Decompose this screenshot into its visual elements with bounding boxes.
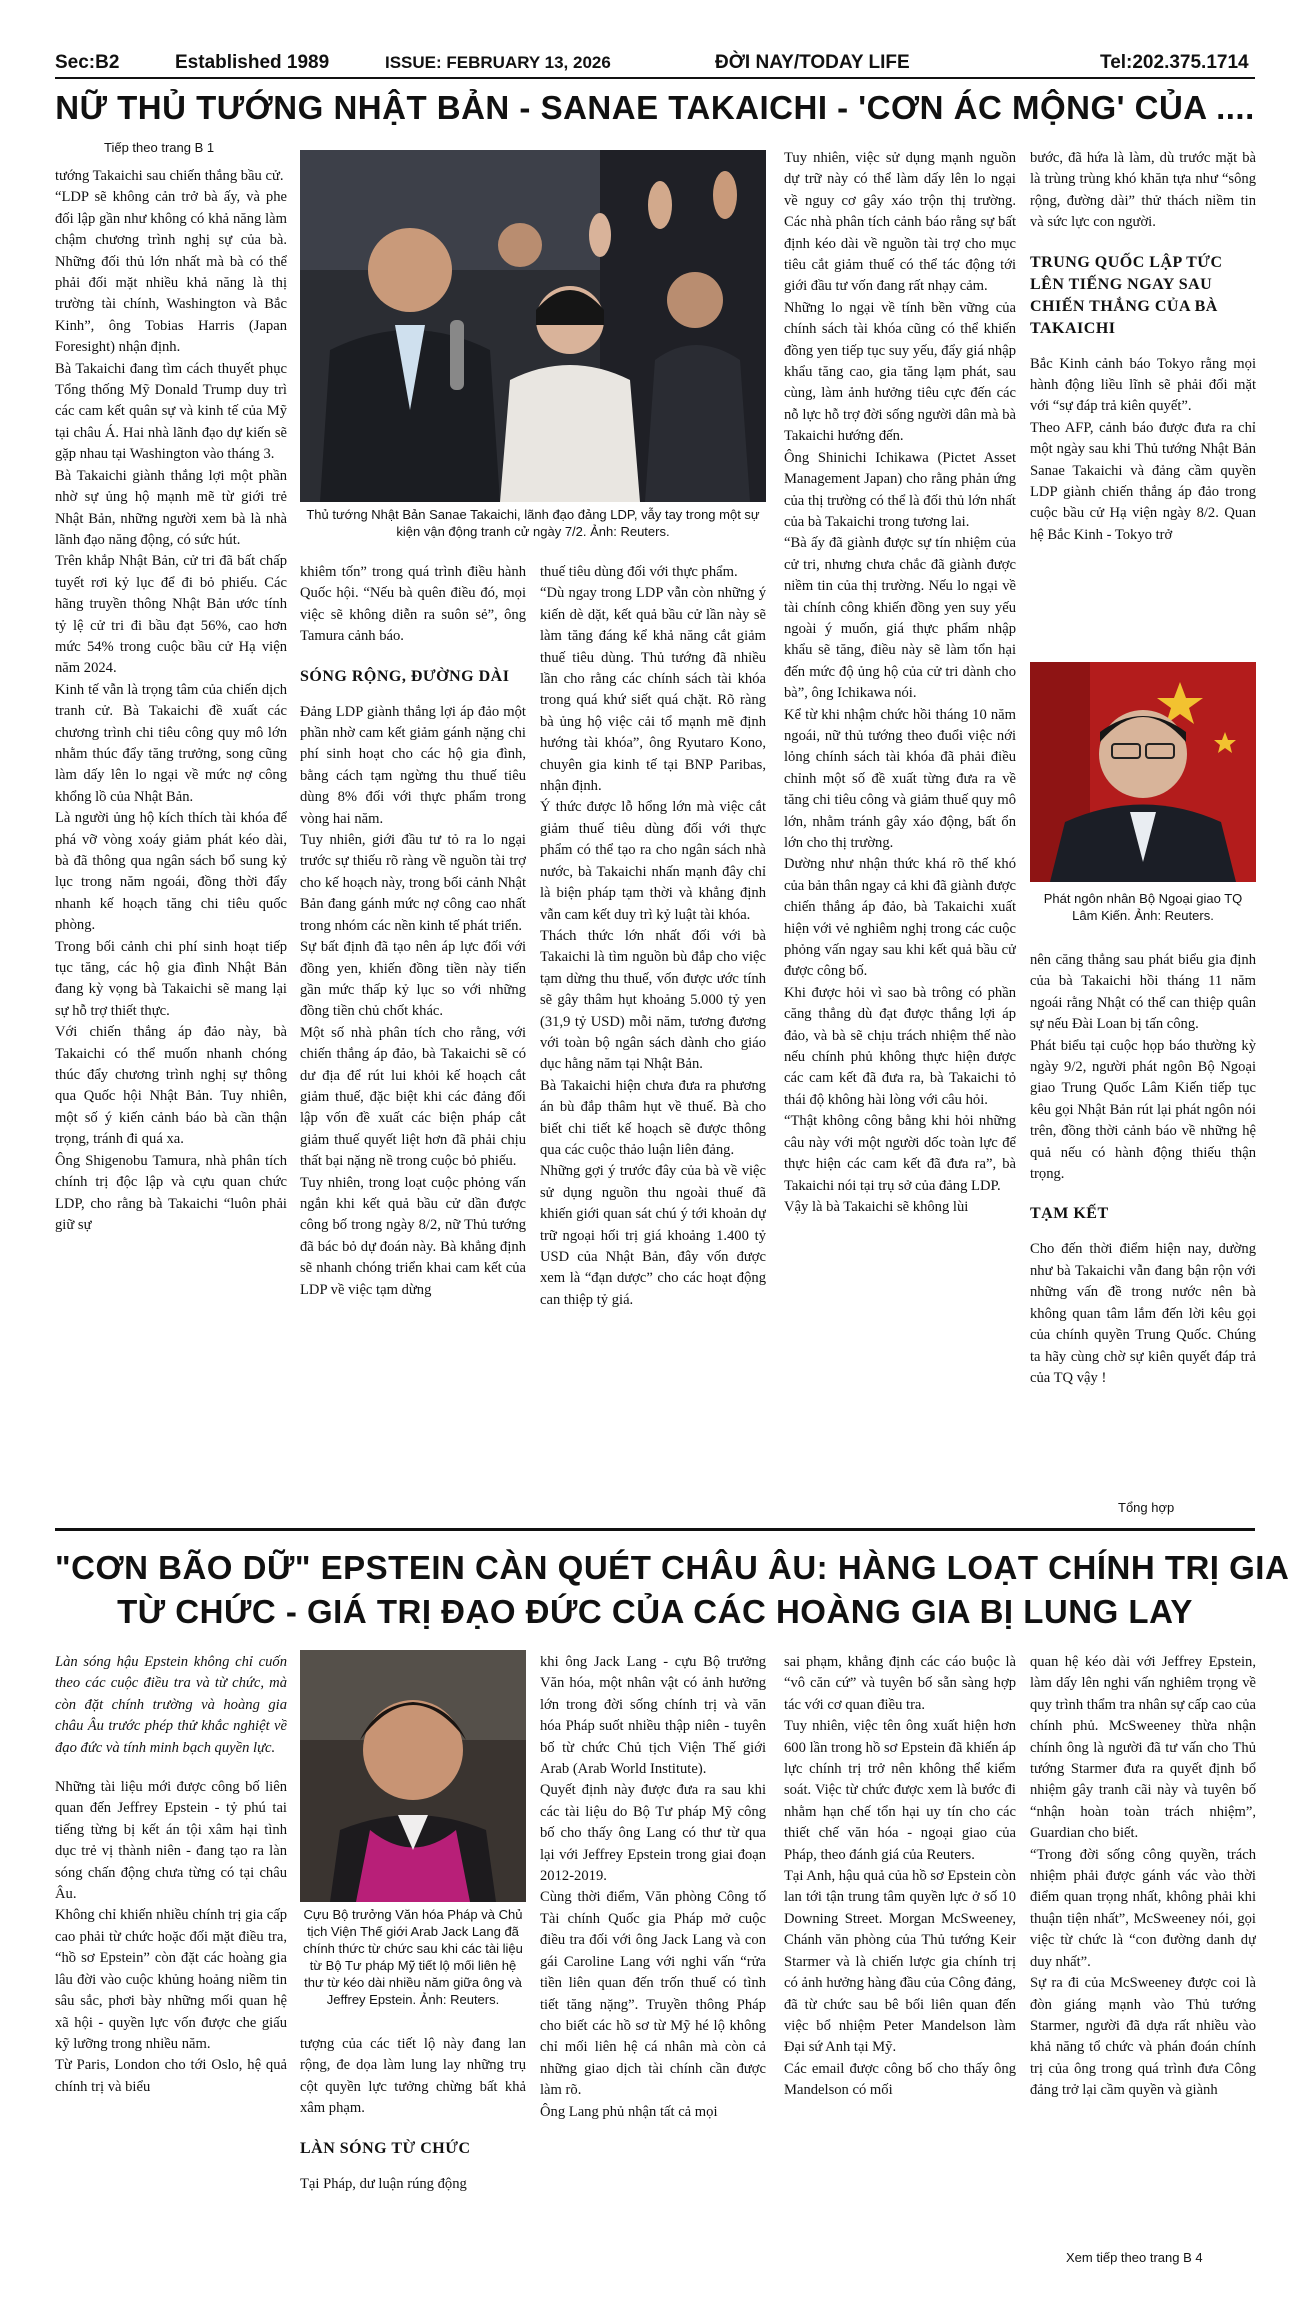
article1-headline: NỮ THỦ TƯỚNG NHẬT BẢN - SANAE TAKAICHI - 'CƠN ÁC MỘNG' CỦA .... xyxy=(55,89,1255,126)
article2-lead: Làn sóng hậu Epstein không chỉ cuốn theo các cuộc điều tra và từ chức, mà còn đặt chính trường và hoàng gia châu Âu trước phép thử khắc nghiệt về đạo đức và tính minh bạch quyền lực. xyxy=(55,1654,287,1756)
paragraph: Trên khắp Nhật Bản, cử tri đã bất chấp tuyết rơi kỷ lục để đi bỏ phiếu. Các hãng truyền thông Nhật Bản ước tính tỷ lệ cử tri đi bầu đạt 56%, cao hơn mức 54% trong cuộc bầu cử Hạ viện năm 2024. xyxy=(55,553,287,677)
subheading-song-rong: SÓNG RỘNG, ĐƯỜNG DÀI xyxy=(300,667,510,685)
paragraph: Vậy là bà Takaichi sẽ không lùi xyxy=(784,1198,969,1215)
paragraph: Cho đến thời điểm hiện nay, dường như bà Takaichi vẫn đang bận rộn với những vấn đề trong nước nên bà không quan tâm lắm đến lời kêu gọi của chính quyền Trung Quốc. Chúng ta hãy cùng chờ sự kiên quyết đáp trả của TQ vậy ! xyxy=(1030,1241,1256,1386)
page-header xyxy=(55,52,1255,76)
section-label: Sec:B2 xyxy=(55,52,120,73)
article1-column-5-bottom xyxy=(1030,950,1256,1490)
article1-column-2 xyxy=(300,562,526,1512)
paragraph: Tuy nhiên, giới đầu tư tỏ ra lo ngại trước sự thiếu rõ ràng về nguồn tài trợ cho kế hoạch này, trong bối cảnh Nhật Bản đang gánh mức nợ công cao nhất trong nhóm các nền kinh tế phát triển. xyxy=(300,832,526,934)
paragraph: Những gợi ý trước đây của bà về việc sử dụng nguồn thu ngoài thuế đã khiến giới quan sát chú ý tới khoản dự trữ ngoại hối trị giá khoảng 1.400 tỷ USD của Nhật Bản, đây vốn được xem là “đạn dược” cho các hoạt động can thiệp tỷ giá. xyxy=(540,1163,766,1308)
continued-to-note: Xem tiếp theo trang B 4 xyxy=(1066,2250,1203,2265)
article2-column-4 xyxy=(784,1652,1016,2270)
paragraph: Theo AFP, cảnh báo được đưa ra chỉ một ngày sau khi Thủ tướng Nhật Bản Sanae Takaichi và đảng cầm quyền LDP giành chiến thắng áp đảo trong cuộc bầu cử Hạ viện ngày 8/2. Quan hệ Bắc Kinh - Tokyo trở xyxy=(1030,419,1256,543)
header-rule xyxy=(55,77,1255,79)
paragraph: Từ Paris, London cho tới Oslo, hệ quả chính trị và biểu xyxy=(55,2057,287,2095)
paragraph: Tại Pháp, dư luận rúng động xyxy=(300,2175,467,2192)
paragraph: bước, đã hứa là làm, dù trước mặt bà là trùng trùng khó khăn tựa như “sông rộng, đường dài” thử thách niềm tin và sức lực con người. xyxy=(1030,150,1256,231)
article1-column-1 xyxy=(55,166,287,1512)
jack-lang-photo-caption: Cựu Bộ trưởng Văn hóa Pháp và Chủ tịch Viện Thế giới Arab Jack Lang đã chính thức từ chức sau khi các tài liệu từ Bộ Tư pháp Mỹ tiết lộ mối liên hệ thư từ kéo dài nhiều năm giữa ông và Jeffrey Epstein. Ảnh: Reuters. xyxy=(303,1907,523,2007)
paragraph: thuế tiêu dùng đối với thực phẩm. xyxy=(540,564,738,580)
paragraph: Kinh tế vẫn là trọng tâm của chiến dịch tranh cử. Bà Takaichi đề xuất các chương trình chi tiêu công quy mô lớn nhằm thúc đẩy tăng trưởng, song cũng làm dấy lên lo ngại về mức nợ công khổng lồ của Nhật Bản. xyxy=(55,681,287,805)
paragraph: Sự bất định đã tạo nên áp lực đối với đồng yen, khiến đồng tiền này tiến gần mức thấp kỷ lục so với những đồng tiền chủ chốt khác. xyxy=(300,939,526,1020)
paragraph: “Dù ngay trong LDP vẫn còn những ý kiến dè dặt, kết quả bầu cử lần này sẽ làm tăng đáng kể khả năng cắt giảm thuế tiêu dùng. Thủ tướng đã nhiều lần cho rằng các chính sách tài khóa trong quá khứ siết quá chặt. Rõ ràng bà ủng hộ việc cải tổ mạnh mẽ định hướng tài khóa”, ông Ryutaro Kono, chuyên gia kinh tế tại BNP Paribas, nhận định. xyxy=(540,585,766,795)
paragraph: Tại Anh, hậu quả của hồ sơ Epstein còn lan tới tận trung tâm quyền lực ở số 10 Downing Street. Morgan McSweeney, Chánh văn phòng của Thủ tướng Keir Starmer và là chiến lược gia chính trị có ảnh hưởng hàng đầu của Công đảng, đã từ chức sau bê bối liên quan đến việc bổ nhiệm Peter Mandelson làm Đại sứ Anh tại Mỹ. xyxy=(784,1868,1016,2056)
jack-lang-photo xyxy=(300,1650,526,1902)
paragraph: Khi được hỏi vì sao bà trông có phần căng thẳng dù đạt được thắng lợi áp đảo, và bà sẽ chịu trách nhiệm thế nào nếu chính phủ không thực hiện được các cam kết đã đưa ra, bà Takaichi tỏ thái độ không hài lòng với câu hỏi. xyxy=(784,984,1016,1108)
article-divider xyxy=(55,1528,1255,1531)
article2-column-3 xyxy=(540,1652,766,2270)
article2-column-5 xyxy=(1030,1652,1256,2242)
paragraph: Tuy nhiên, trong loạt cuộc phỏng vấn ngắn khi kết quả bầu cử dần được công bố trong ngày 8/2, nữ Thủ tướng đã bác bỏ dự đoán này. Bà khẳng định sẽ nhanh chóng triển khai cam kết của LDP về việc tạm dừng xyxy=(300,1174,526,1298)
takaichi-rally-photo xyxy=(300,150,766,502)
paragraph: Không chỉ khiến nhiều chính trị gia cấp cao phải từ chức hoặc đối mặt điều tra, “hồ sơ Epstein” còn đặt các hoàng gia lâu đời vào cuộc khủng hoảng niềm tin sâu sắc, phơi bày những mối quan hệ xã hội - quyền lực vốn được che giấu kỹ lưỡng trong nhiều năm. xyxy=(55,1907,287,2052)
paragraph: Đảng LDP giành thắng lợi áp đảo một phần nhờ cam kết giảm gánh nặng chi phí sinh hoạt cho các hộ gia đình, bằng cách tạm ngừng thu thuế tiêu dùng 8% đối với thực phẩm trong vòng hai năm. xyxy=(300,703,526,827)
paragraph: khiêm tốn” trong quá trình điều hành Quốc hội. “Nếu bà quên điều đó, mọi việc sẽ không diễn ra suôn sẻ”, ông Tamura cảnh báo. xyxy=(300,564,526,645)
paragraph: Với chiến thắng áp đảo này, bà Takaichi có thể muốn nhanh chóng thúc đẩy chương trình nghị sự thông qua Quốc hội Nhật Bản. Tuy nhiên, một số ý kiến cảnh báo bà cần thận trọng, tránh đi quá xa. xyxy=(55,1024,287,1148)
article2-headline-line2: TỪ CHỨC - GIÁ TRỊ ĐẠO ĐỨC CỦA CÁC HOÀNG GIA BỊ LUNG LAY xyxy=(117,1593,1193,1630)
article2-column-2 xyxy=(300,2034,526,2270)
lam-kien-photo-caption: Phát ngôn nhân Bộ Ngoại giao TQ Lâm Kiến. Ảnh: Reuters. xyxy=(1043,891,1243,923)
paragraph: khi ông Jack Lang - cựu Bộ trưởng Văn hóa, một nhân vật có ảnh hưởng lớn trong đời sống chính trị và văn hóa Pháp suốt nhiều thập niên - tuyên bố từ chức Chủ tịch Viện Thế giới Arab (Arab World Institute). xyxy=(540,1654,766,1778)
article1-column-5-top xyxy=(1030,148,1256,658)
article1-column-4 xyxy=(784,148,1016,1512)
subheading-trung-quoc: TRUNG QUỐC LẬP TỨC LÊN TIẾNG NGAY SAU CHIẾN THẮNG CỦA BÀ TAKAICHI xyxy=(1030,253,1223,337)
paragraph: tượng của các tiết lộ này đang lan rộng, đe dọa làm lung lay những trụ cột quyền lực tưởng chừng bất khả xâm phạm. xyxy=(300,2036,526,2117)
paragraph: Ý thức được lỗ hổng lớn mà việc cắt giảm thuế tiêu dùng đối với thực phẩm có thể tạo ra cho ngân sách nhà nước, bà Takaichi nhấn mạnh đây chỉ là biện pháp tạm thời và khẳng định vẫn cam kết duy trì kỷ luật tài khóa. xyxy=(540,799,766,923)
subheading-tam-ket: TẠM KẾT xyxy=(1030,1205,1109,1223)
paragraph: Bà Takaichi đang tìm cách thuyết phục Tổng thống Mỹ Donald Trump duy trì các cam kết quân sự và kinh tế của Mỹ tại châu Á. Hai nhà lãnh đạo dự kiến sẽ gặp nhau tại Washington vào tháng 3. xyxy=(55,360,287,463)
paragraph: “LDP sẽ không cản trở bà ấy, và phe đối lập gần như không có khả năng làm chậm chương trình nghị sự của bà. Những đối thủ lớn nhất mà bà có thể phải đối mặt nhiều khả năng là thị trường tài chính, Washington và Bắc Kinh”, ông Tobias Harris (Japan Foresight) nhận định. xyxy=(55,189,287,356)
paragraph: Ông Lang phủ nhận tất cả mọi xyxy=(540,2103,718,2120)
issue-date: ISSUE: FEBRUARY 13, 2026 xyxy=(385,53,611,72)
article2-headline-line1: "CƠN BÃO DỮ" EPSTEIN CÀN QUÉT CHÂU ÂU: HÀNG LOẠT CHÍNH TRỊ GIA xyxy=(55,1549,1290,1586)
lam-kien-photo xyxy=(1030,662,1256,882)
paragraph: “Trong đời sống công quyền, trách nhiệm phải được gánh vác vào thời điểm quan trọng nhất, không phải khi thuận tiện nhất”, McSweeney nói, gọi việc từ chức là “con đường danh dự duy nhất”. xyxy=(1030,1846,1256,1970)
paragraph: Tuy nhiên, việc sử dụng mạnh nguồn dự trữ này có thể làm dấy lên lo ngại về nguy cơ gây xáo trộn thị trường. Các nhà phân tích cảnh báo rằng sự bất định kéo dài về nguồn tài trợ cho mục tiêu cắt giảm thuế có thể tác động tới giới đầu tư vốn đang rất nhạy cảm. xyxy=(784,150,1016,295)
paragraph: Ông Shinichi Ichikawa (Pictet Asset Management Japan) cho rằng phản ứng của thị trường có thể là đối thủ lớn nhất của bà Takaichi trong tương lai. xyxy=(784,449,1016,530)
article1-column-3 xyxy=(540,562,766,1512)
paragraph: Thách thức lớn nhất đối với bà Takaichi là tìm nguồn bù đắp cho việc tạm dừng thu thuế, vốn được ước tính sẽ gây thâm hụt khoảng 5.000 tỷ yen (31,9 tỷ USD) mỗi năm, tương đương với toàn bộ ngân sách dành cho giáo dục hằng năm tại Nhật Bản. xyxy=(540,927,766,1073)
takaichi-photo-caption: Thủ tướng Nhật Bản Sanae Takaichi, lãnh đạo đảng LDP, vẫy tay trong một sự kiện vận động tranh cử ngày 7/2. Ảnh: Reuters. xyxy=(306,507,760,539)
paragraph: Tuy nhiên, việc tên ông xuất hiện hơn 600 lần trong hồ sơ Epstein đã khiến áp lực chính trị trở nên không thể kiểm soát. Việc từ chức được xem là bước đi nhằm hạn chế tổn hại uy tín cho các thiết chế văn hóa - ngoại giao của Pháp, theo đánh giá của Reuters. xyxy=(784,1718,1016,1863)
paragraph: Kể từ khi nhậm chức hồi tháng 10 năm ngoái, nữ thủ tướng theo đuổi việc nới lỏng chính sách tài khóa đã phải điều chỉnh một số đề xuất từng đưa ra về tăng chi tiêu công và giảm thuế quy mô lớn, nhằm tránh gây xáo động, bất ổn lớn cho thị trường. xyxy=(784,706,1016,851)
paragraph: Trong bối cảnh chi phí sinh hoạt tiếp tục tăng, các hộ gia đình Nhật Bản đang kỳ vọng bà Takaichi sẽ mang lại sự hỗ trợ thiết thực. xyxy=(55,938,287,1019)
paragraph: Phát biểu tại cuộc họp báo thường kỳ ngày 9/2, người phát ngôn Bộ Ngoại giao Trung Quốc Lâm Kiến tiếp tục kêu gọi Nhật Bản rút lại phát ngôn nói trên, đồng thời cảnh báo về những hệ quả nếu có hành động thiếu thận trọng. xyxy=(1030,1037,1256,1183)
paragraph: Dường như nhận thức khá rõ thế khó của bản thân ngay cả khi đã giành được chiến thắng áp đảo, bà Takaichi xuất hiện với vẻ nghiêm nghị trong các cuộc phỏng vấn ngay sau khi kết quả bầu cử được công bố. xyxy=(784,856,1016,980)
paragraph: Cùng thời điểm, Văn phòng Công tố Tài chính Quốc gia Pháp mở cuộc điều tra đối với ông Jack Lang và con gái Caroline Lang với nghi vấn “rửa tiền liên quan đến trốn thuế có tình tiết tăng nặng”. Truyền thông Pháp cho biết các hồ sơ từ Mỹ hé lộ không chỉ mối liên hệ cá nhân mà còn cả những giao dịch tài chính cần được làm rõ. xyxy=(540,1889,766,2099)
paragraph: Các email được công bố cho thấy ông Mandelson có mối xyxy=(784,2060,1016,2099)
paragraph: Sự ra đi của McSweeney được coi là đòn giáng mạnh vào Thủ tướng Starmer, người đã dựa rất nhiều vào khả năng tổ chức và phán đoán chính trị của ông trong quá trình đưa Công đảng trở lại cầm quyền và giành xyxy=(1030,1975,1256,2099)
paragraph: sai phạm, khẳng định các cáo buộc là “vô căn cứ” và tuyên bố sẵn sàng hợp tác với cơ quan điều tra. xyxy=(784,1654,1016,1713)
paragraph: Những tài liệu mới được công bố liên quan đến Jeffrey Epstein - tỷ phú tai tiếng từng bị kết án tội xâm hại tình dục trẻ vị thành niên - đang tạo ra làn sóng chấn động chưa từng có tại châu Âu. xyxy=(55,1779,287,1903)
paragraph: Bà Takaichi giành thắng lợi một phần nhờ sự ủng hộ mạnh mẽ từ giới trẻ Nhật Bản, những người xem bà là nhà lãnh đạo năng động, có sức hút. xyxy=(55,467,287,548)
paragraph: Ông Shigenobu Tamura, nhà phân tích chính trị độc lập và cựu quan chức LDP, cho rằng bà Takaichi “luôn phải giữ sự xyxy=(55,1152,287,1233)
paragraph: quan hệ kéo dài với Jeffrey Epstein, làm dấy lên nghi vấn nghiêm trọng về quy trình thẩm tra nhân sự cấp cao của chính phủ. McSweeney thừa nhận chính ông là người đã tư vấn cho Thủ tướng Starmer đưa ra quyết định bổ nhiệm gây tranh cãi này và tuyên bố “nhận hoàn toàn trách nhiệm”, Guardian cho biết. xyxy=(1030,1654,1256,1842)
paragraph: Bắc Kinh cảnh báo Tokyo rằng mọi hành động liều lĩnh sẽ phải đối mặt với “sự đáp trả kiên quyết”. xyxy=(1030,355,1256,415)
paragraph: “Thật không công bằng khi hỏi những câu này với một người dốc toàn lực để thực hiện các cam kết đã đưa ra”, bà Takaichi nói tại trụ sở của đảng LDP. xyxy=(784,1113,1016,1194)
subheading-lan-song-tu-chuc: LÀN SÓNG TỪ CHỨC xyxy=(300,2139,471,2157)
continued-from-note: Tiếp theo trang B 1 xyxy=(104,140,215,155)
paragraph: “Bà ấy đã giành được sự tín nhiệm của cử tri, nhưng chưa chắc đã giành được niềm tin của thị trường. Nếu lo ngại về tài chính công khiến đồng yen suy yếu ngoài ý muốn, giá thực phẩm nhập khẩu sẽ tăng, điều này sẽ làm tổn hại đến mức độ ủng hộ của cử tri dành cho bà”, ông Ichikawa nói. xyxy=(784,535,1016,702)
paragraph: Một số nhà phân tích cho rằng, với chiến thắng áp đảo, bà Takaichi sẽ có dư địa để rút lui khỏi kế hoạch cắt giảm thuế, đặc biệt khi các đảng đối lập vốn đề xuất các biện pháp cắt giảm thuế quyết liệt hơn đã phải chịu thất bại nặng nề trong cuộc bỏ phiếu. xyxy=(300,1024,526,1170)
publication-name: ĐỜI NAY/TODAY LIFE xyxy=(715,52,910,73)
paragraph: Những lo ngại về tính bền vững của chính sách tài khóa cũng có thể khiến đồng yen tiếp tục suy yếu, đẩy giá nhập khẩu tăng cao, gia tăng lạm phát, sau cùng, làm ảnh hưởng tiêu cực đến các nỗ lực hỗ trợ đời sống người dân mà bà Takaichi hướng đến. xyxy=(784,299,1016,445)
paragraph: Là người ủng hộ kích thích tài khóa để phá vỡ vòng xoáy giảm phát kéo dài, bà đã thông qua ngân sách bổ sung kỷ lục trong năm ngoái, đồng thời đẩy nhanh kế hoạch tăng chi tiêu quốc phòng. xyxy=(55,810,287,934)
phone-number: Tel:202.375.1714 xyxy=(1100,52,1249,73)
paragraph: nên căng thẳng sau phát biểu gia định của bà Takaichi hồi tháng 11 năm ngoái rằng Nhật có thể can thiệp quân sự nếu Đài Loan bị tấn công. xyxy=(1030,952,1256,1033)
paragraph: Bà Takaichi hiện chưa đưa ra phương án bù đắp thâm hụt về thuế. Bà cho biết chi tiết kế hoạch sẽ được thông qua các cuộc thảo luận liên đảng. xyxy=(540,1077,766,1158)
article1-signature: Tổng hợp xyxy=(1118,1500,1175,1515)
paragraph: Quyết định này được đưa ra sau khi các tài liệu do Bộ Tư pháp Mỹ công bố cho thấy ông Lang có thư từ qua lại với Jeffrey Epstein trong giai đoạn 2012-2019. xyxy=(540,1782,766,1885)
established-label: Established 1989 xyxy=(175,52,330,73)
paragraph: tướng Takaichi sau chiến thắng bầu cử. xyxy=(55,168,284,184)
article2-column-1 xyxy=(55,1652,287,2270)
